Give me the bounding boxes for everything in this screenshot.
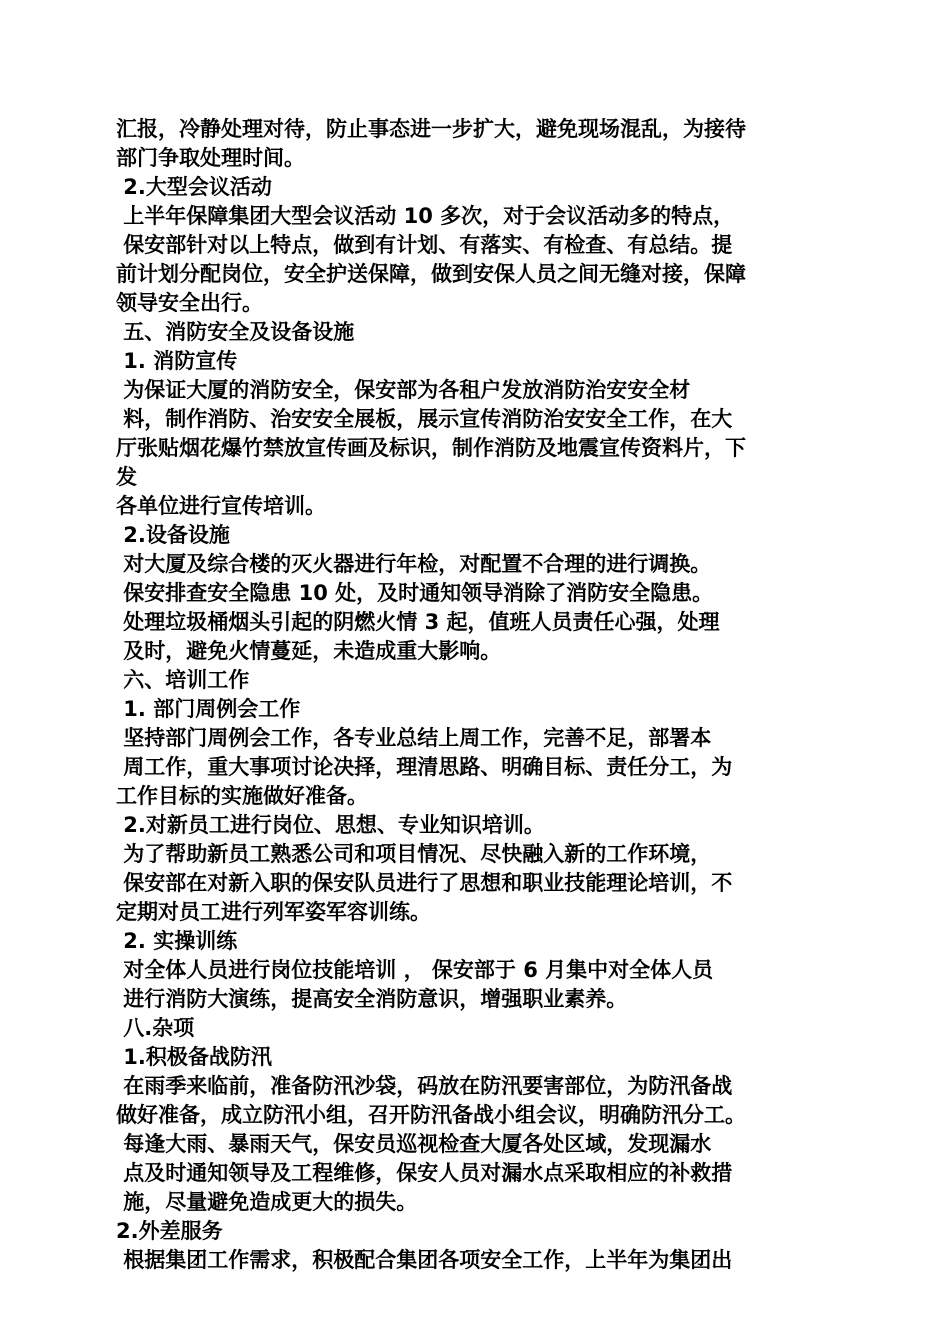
text-line: 进行消防大演练，提高安全消防意识，增强职业素养。 (116, 987, 628, 1011)
text-line: 工作目标的实施做好准备。 (116, 784, 368, 808)
text-line: 坚持部门周例会工作，各专业总结上周工作，完善不足，部署本 (116, 726, 712, 750)
text-line: 为保证大厦的消防安全，保安部为各租户发放消防治安安全材 (116, 378, 691, 402)
text-line: 每逢大雨、暴雨天气，保安员巡视检查大厦各处区域，发现漏水 (116, 1132, 712, 1156)
text-line: 八.杂项 (116, 1016, 195, 1040)
text-line: 2.设备设施 (116, 523, 230, 547)
text-line: 1. 消防宣传 (116, 349, 238, 373)
text-line: 及时，避免火情蔓延，未造成重大影响。 (116, 639, 502, 663)
text-line: 部门争取处理时间。 (116, 146, 305, 170)
text-line: 保安排查安全隐患 10 处，及时通知领导消除了消防安全隐患。 (116, 581, 714, 605)
text-line: 2.大型会议活动 (116, 175, 272, 199)
text-line: 为了帮助新员工熟悉公司和项目情况、尽快融入新的工作环境， (116, 842, 712, 866)
text-line: 保安部针对以上特点，做到有计划、有落实、有检查、有总结。提 (116, 233, 733, 257)
document-body (116, 115, 846, 1275)
text-line: 上半年保障集团大型会议活动 10 多次，对于会议活动多的特点， (116, 204, 735, 228)
text-line: 五、消防安全及设备设施 (116, 320, 355, 344)
text-line: 2.外差服务 (116, 1219, 223, 1243)
text-line: 六、培训工作 (116, 668, 250, 692)
text-line: 2.对新员工进行岗位、思想、专业知识培训。 (116, 813, 545, 837)
text-line: 1.积极备战防汛 (116, 1045, 272, 1069)
text-line: 对大厦及综合楼的灭火器进行年检，对配置不合理的进行调换。 (116, 552, 712, 576)
text-line: 定期对员工进行列军姿军容训练。 (116, 900, 431, 924)
text-line: 在雨季来临前，准备防汛沙袋，码放在防汛要害部位，为防汛备战 (116, 1074, 733, 1098)
text-line: 施，尽量避免造成更大的损失。 (116, 1190, 418, 1214)
text-line: 保安部在对新入职的保安队员进行了思想和职业技能理论培训，不 (116, 871, 733, 895)
text-line: 处理垃圾桶烟头引起的阴燃火情 3 起，值班人员责任心强，处理 (116, 610, 720, 634)
text-line: 各单位进行宣传培训。 (116, 494, 326, 518)
text-line: 对全体人员进行岗位技能培训 ， 保安部于 6 月集中对全体人员 (116, 958, 714, 982)
text-line: 根据集团工作需求，积极配合集团各项安全工作，上半年为集团出 (116, 1248, 733, 1272)
text-line: 发 (116, 465, 137, 489)
text-line: 厅张贴烟花爆竹禁放宣传画及标识，制作消防及地震宣传资料片，下 (116, 436, 746, 460)
text-line: 前计划分配岗位，安全护送保障，做到安保人员之间无缝对接，保障 (116, 262, 746, 286)
text-line: 做好准备，成立防汛小组，召开防汛备战小组会议，明确防汛分工。 (116, 1103, 746, 1127)
text-line: 领导安全出行。 (116, 291, 263, 315)
text-line: 汇报，冷静处理对待，防止事态进一步扩大，避免现场混乱，为接待 (116, 117, 746, 141)
text-line: 点及时通知领导及工程维修，保安人员对漏水点采取相应的补救措 (116, 1161, 733, 1185)
text-line: 料，制作消防、治安安全展板，展示宣传消防治安安全工作，在大 (116, 407, 733, 431)
text-line: 2. 实操训练 (116, 929, 238, 953)
text-line: 周工作，重大事项讨论决择，理清思路、明确目标、责任分工，为 (116, 755, 733, 779)
text-line: 1. 部门周例会工作 (116, 697, 301, 721)
